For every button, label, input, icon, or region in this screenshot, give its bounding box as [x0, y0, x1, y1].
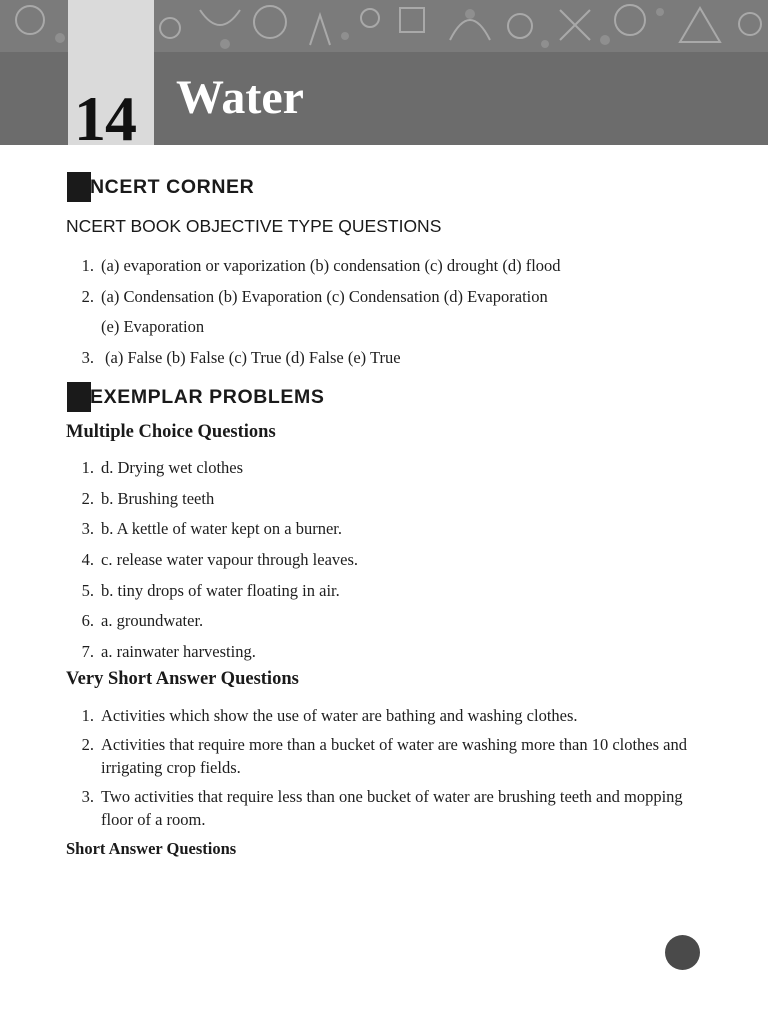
- section-heading-exemplar: [67, 382, 324, 412]
- list-item: 3. (a) False (b) False (c) True (d) False (e) True: [81, 348, 401, 367]
- very-short-answer-heading: Very Short Answer Questions: [66, 669, 299, 689]
- list-item: 4. c. release water vapour through leaves.: [81, 550, 359, 570]
- list-item: 3. b. A kettle of water kept on a burner.: [81, 519, 343, 539]
- page-marker-circle: [665, 935, 700, 970]
- section-marker-block: [67, 172, 91, 202]
- ncert-subheading: NCERT BOOK OBJECTIVE TYPE QUESTIONS: [66, 216, 442, 236]
- section-heading-ncert: [67, 172, 254, 202]
- list-item: 3. Two activities that require less than one bucket of water are brushing teeth and mopping floor of a room.: [81, 787, 683, 829]
- chapter-title: Water: [176, 71, 304, 124]
- chapter-number: 14: [74, 83, 136, 145]
- section-heading-text: NCERT CORNER: [90, 175, 255, 198]
- list-item-continuation: (e) Evaporation: [101, 317, 205, 336]
- list-item: 7. a. rainwater harvesting.: [81, 642, 256, 662]
- section-heading-text: EXEMPLAR PROBLEMS: [90, 385, 325, 408]
- very-short-answer-list: [0, 704, 701, 831]
- list-item: 5. b. tiny drops of water floating in air.: [81, 580, 340, 600]
- list-item: 2. b. Brushing teeth: [81, 488, 215, 508]
- list-item: 2. Activities that require more than a bucket of water are washing more than 10 clothes and irrigating crop fields.: [81, 735, 687, 777]
- list-item: 1. (a) evaporation or vaporization (b) condensation (c) drought (d) flood: [81, 256, 561, 275]
- ncert-answer-list-cont: [0, 346, 701, 369]
- list-item: 2. (a) Condensation (b) Evaporation (c) Condensation (d) Evaporation: [81, 287, 548, 306]
- short-answer-heading: Short Answer Questions: [66, 839, 237, 858]
- ncert-answer-list: [0, 254, 701, 308]
- list-item: 1. Activities which show the use of water are bathing and washing clothes.: [81, 706, 578, 725]
- list-item: 1. d. Drying wet clothes: [81, 458, 244, 477]
- mcq-heading: Multiple Choice Questions: [66, 422, 276, 442]
- list-item: 6. a. groundwater.: [81, 611, 204, 631]
- section-marker-block: [67, 382, 91, 412]
- chapter-header: [0, 0, 768, 145]
- mcq-answer-list: [0, 456, 701, 663]
